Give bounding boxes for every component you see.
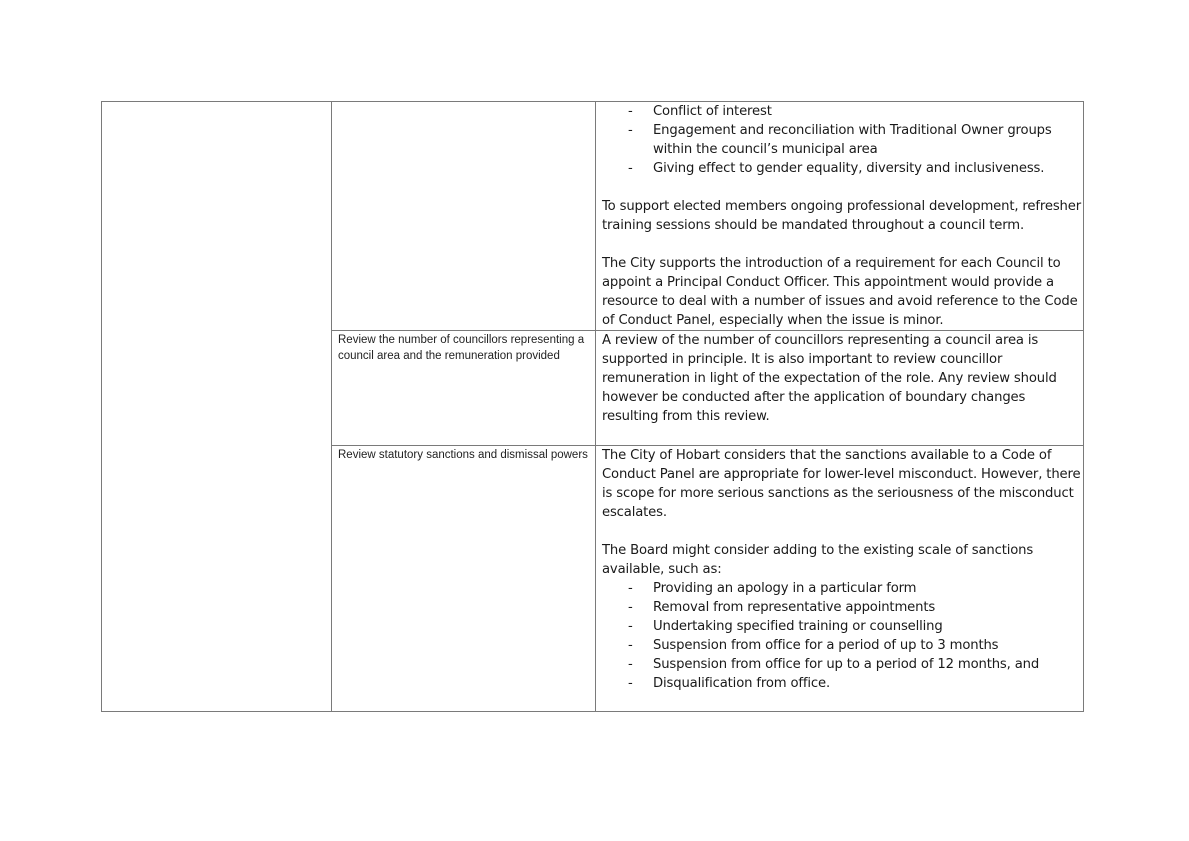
row-1-paragraph-2: The City supports the introduction of a requirement for each Council to appoint a Principal Conduct Officer. This appointment would provide a resource to deal with a number of issues and avoid reference to the Code of Conduct Panel, especially when the issue is minor. [602, 256, 1078, 328]
row-3-bullet-list [602, 579, 1082, 693]
row-2-paragraph-1: A review of the number of councillors representing a council area is supported in principle. It is also important to review councillor remuneration in light of the expectation of the role. Any review should however be conducted after the application of boundary changes resulting from this review. [602, 333, 1057, 424]
row-3-paragraph-2: The Board might consider adding to the existing scale of sanctions available, such as: [602, 543, 1034, 577]
row-3-topic-cell: Review statutory sanctions and dismissal powers [338, 449, 588, 461]
column-divider-2 [595, 102, 596, 711]
row-2-response-cell [602, 331, 1082, 426]
list-item: - Providing an apology in a particular form [628, 581, 917, 596]
list-item: - Conflict of interest [628, 104, 772, 119]
row-1-bullet-list [602, 102, 1082, 178]
list-item: - Removal from representative appointments [628, 600, 936, 615]
row-1-response-cell [602, 102, 1082, 330]
list-item: - Suspension from office for a period of up to 3 months [628, 638, 999, 653]
list-item: - Undertaking specified training or counselling [628, 619, 943, 634]
list-item: - Suspension from office for up to a period of 12 months, and [628, 657, 1040, 672]
list-item: - Engagement and reconciliation with Traditional Owner groups within the council’s municipal area [628, 123, 1052, 157]
row-2-topic-cell: Review the number of councillors representing a council area and the remuneration provided [338, 334, 585, 362]
list-item: - Disqualification from office. [628, 676, 831, 691]
row-3-paragraph-1: The City of Hobart considers that the sanctions available to a Code of Conduct Panel are appropriate for lower-level misconduct. However, there is scope for more serious sanctions as the seriousness of the misconduct escalates. [602, 448, 1081, 520]
row-1-paragraph-1: To support elected members ongoing professional development, refresher training sessions should be mandated throughout a council term. [602, 199, 1081, 233]
list-item: - Giving effect to gender equality, diversity and inclusiveness. [628, 161, 1045, 176]
submission-table [101, 101, 1084, 712]
row-3-response-cell [602, 446, 1082, 693]
column-divider-1 [331, 102, 332, 711]
